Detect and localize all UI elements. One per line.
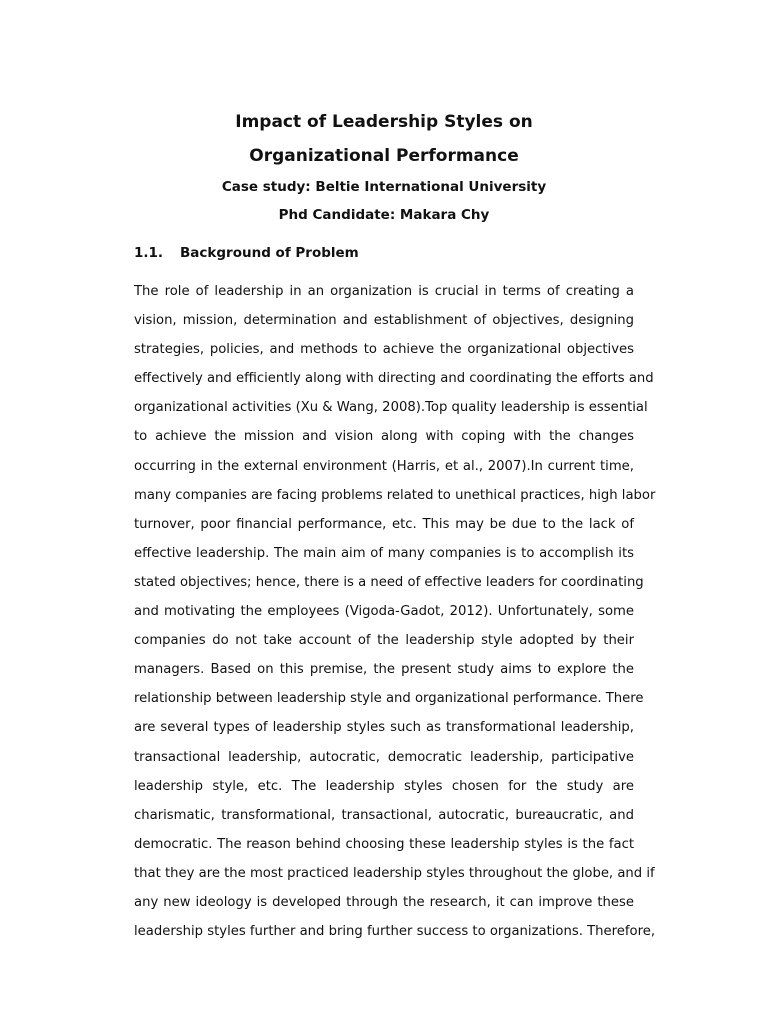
paragraph-line: leadership styles further and bring further success to organizations. Therefore, <box>134 924 656 940</box>
document-title-line-1: Impact of Leadership Styles on <box>235 112 533 132</box>
paragraph-line: are several types of leadership styles such as transformational leadership, <box>134 720 634 736</box>
paragraph-line: managers. Based on this premise, the present study aims to explore the <box>134 662 634 678</box>
case-study-subtitle: Case study: Beltie International University <box>221 179 547 195</box>
paragraph-line: stated objectives; hence, there is a need of effective leaders for coordinating <box>134 574 644 590</box>
paragraph-line: any new ideology is developed through the research, it can improve these <box>134 894 634 910</box>
paragraph-line: leadership style, etc. The leadership styles chosen for the study are <box>134 778 634 794</box>
paragraph-line: transactional leadership, autocratic, democratic leadership, participative <box>134 749 634 765</box>
section-number: 1.1. <box>134 245 164 261</box>
paragraph-line: effective leadership. The main aim of many companies is to accomplish its <box>134 545 634 561</box>
section-heading <box>134 245 359 261</box>
paragraph-line: occurring in the external environment (Harris, et al., 2007).In current time, <box>134 458 634 474</box>
paragraph-line: vision, mission, determination and establishment of objectives, designing <box>134 313 634 329</box>
paragraph-line: companies do not take account of the leadership style adopted by their <box>134 633 634 649</box>
paragraph-line: that they are the most practiced leadership styles throughout the globe, and if <box>134 865 655 881</box>
paragraph-line: strategies, policies, and methods to achieve the organizational objectives <box>134 342 634 358</box>
document-title-line-2: Organizational Performance <box>249 146 519 166</box>
body-paragraph <box>134 281 656 950</box>
paragraph-line: democratic. The reason behind choosing these leadership styles is the fact <box>134 836 634 852</box>
paragraph-line: charismatic, transformational, transactional, autocratic, bureaucratic, and <box>134 807 634 823</box>
paragraph-line: relationship between leadership style and organizational performance. There <box>134 691 644 707</box>
section-heading-text: Background of Problem <box>180 245 359 261</box>
paragraph-line: to achieve the mission and vision along with coping with the changes <box>134 429 634 445</box>
paragraph-line: and motivating the employees (Vigoda-Gadot, 2012). Unfortunately, some <box>134 604 634 620</box>
paragraph-line: The role of leadership in an organization is crucial in terms of creating a <box>134 284 634 299</box>
paragraph-line: many companies are facing problems related to unethical practices, high labor <box>134 487 656 503</box>
candidate-subtitle: Phd Candidate: Makara Chy <box>278 207 490 223</box>
paragraph-line: effectively and efficiently along with directing and coordinating the efforts and <box>134 371 654 387</box>
paragraph-line: organizational activities (Xu & Wang, 2008).Top quality leadership is essential <box>134 400 648 416</box>
paragraph-line: turnover, poor financial performance, etc. This may be due to the lack of <box>134 516 634 532</box>
